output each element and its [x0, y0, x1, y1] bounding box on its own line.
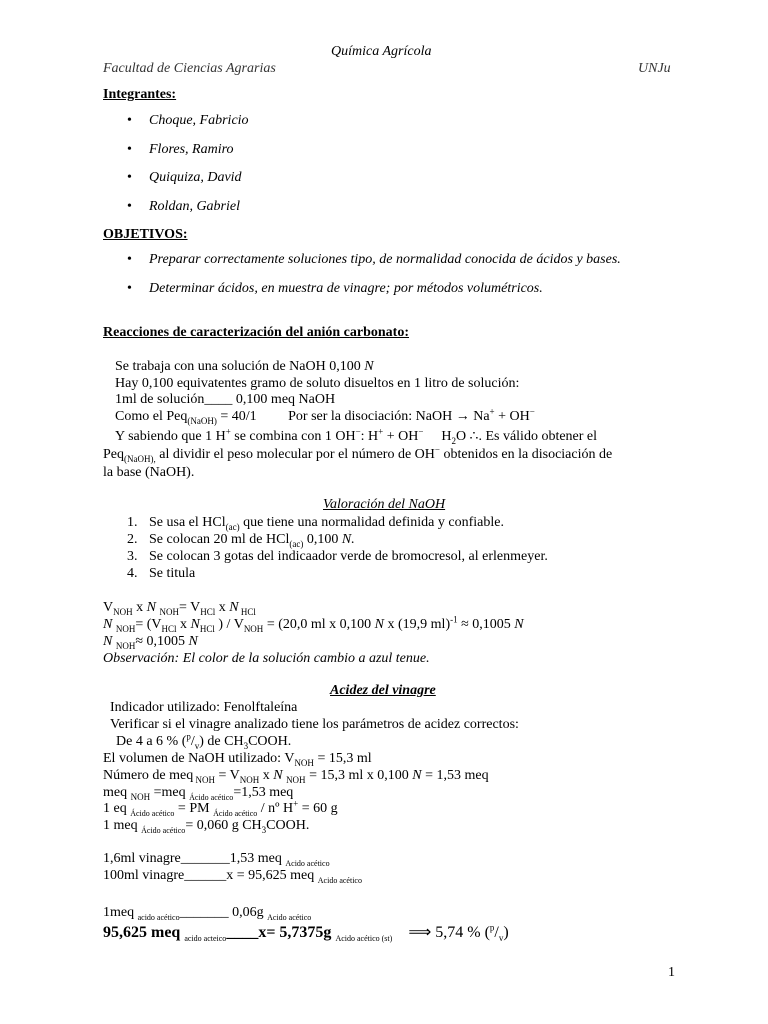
unit-text: N. — [341, 532, 355, 547]
vinegar-line-1 — [103, 852, 330, 866]
subscript: Acido acético — [317, 875, 362, 885]
meq-part: COOH. — [266, 818, 310, 833]
subscript: (NaOH) — [187, 415, 217, 426]
volume-text: El volumen de NaOH utilizado: $V_{NOH} = 15,3$ ml — [103, 751, 372, 768]
reaction-text: al dividir el peso molecular por el número de OH — [155, 447, 435, 462]
bullet-icon: • — [127, 113, 132, 128]
vinegar-line-2 — [103, 869, 362, 883]
faculty-name: Facultad de Ciencias Agrarias — [103, 61, 276, 76]
reaction-text: obtenidos en la disociación de — [439, 447, 613, 462]
reaction-text: Por ser la disociación: NaOH → Na — [288, 409, 490, 424]
valoracion-step — [149, 516, 504, 530]
final-part: ⟹ 5,74 % ( — [408, 924, 490, 941]
reaction-text: Se trabaja con una solución de NaOH 0,100 — [115, 359, 361, 374]
reaction-text: Y sabiendo que 1 H — [115, 429, 226, 444]
subscript: Acido acético — [267, 912, 312, 922]
step-number: 3. — [127, 549, 138, 564]
meq-part: = 0,060 g CH — [185, 818, 262, 833]
members-heading: Integrantes: — [103, 87, 177, 102]
subscript: Acido acético — [285, 858, 330, 868]
member-item: Roldan, Gabriel — [149, 199, 240, 214]
meq-part: Número de meq — [103, 768, 194, 783]
step-number: 1. — [127, 515, 138, 530]
valoracion-heading: Valoración del NaOH — [323, 497, 446, 512]
range-text: De 4 a 6 % $(^p/_v)$ de $CH_3COOH$. — [116, 731, 292, 751]
reaction-line-2: Hay 0,100 equivatentes gramo de soluto disueltos en 1 litro de solución: — [115, 376, 520, 391]
eq-part: / nº H — [260, 801, 294, 816]
member-item: Flores, Ramiro — [149, 142, 234, 157]
step-text: 0,100 — [303, 532, 339, 547]
bullet-icon: • — [127, 170, 132, 185]
subscript: (NaOH), — [124, 453, 156, 464]
superscript: + — [489, 406, 495, 417]
meq-grams-line — [103, 906, 311, 920]
final-part: ____x= 5,7375g — [226, 924, 332, 941]
formula-line-1: $V_{NOH}$ x N $_{NOH}= V_{HCl}$ x N $_{HCl}$ — [103, 600, 256, 617]
volume-part: = 15,3 ml — [313, 751, 372, 766]
superscript: + — [225, 426, 231, 437]
reaction-text: se combina con 1 OH — [230, 429, 356, 444]
reaction-line-3: 1ml de solución____ 0,100 meq NaOH — [115, 392, 336, 407]
reaction-line-5 — [115, 426, 598, 446]
verify-text: Verificar si el vinagre analizado tiene los parámetros de acidez correctos: — [110, 717, 519, 732]
subscript: acido acteico — [184, 934, 227, 944]
unit-text: N — [364, 359, 374, 374]
page-number: 1 — [668, 965, 675, 980]
subscript: Acido acético (st) — [335, 934, 393, 944]
member-item: Quiquiza, David — [149, 170, 242, 185]
bullet-icon: • — [127, 281, 132, 296]
document-title: Química Agrícola — [331, 44, 432, 59]
final-part: 95,625 meq — [103, 924, 181, 941]
final-result-line: 95,625 meq $_{acido acteico}$____x= 5,7375g $_{Acido acético (st)}$ ⟹ 5,74 % $(^p/_v)$ — [103, 922, 509, 944]
step-number: 2. — [127, 532, 138, 547]
meq-part: 1meq — [103, 905, 135, 920]
final-part: ) — [503, 924, 509, 941]
objective-item: Determinar ácidos, en muestra de vinagre; por métodos volumétricos. — [149, 281, 543, 296]
reaction-text: + OH — [494, 409, 530, 424]
bullet-icon: • — [127, 252, 132, 267]
meq-part: = 1,53 meq — [421, 768, 489, 783]
subscript: acido acético — [137, 912, 180, 922]
reaction-text: + OH — [383, 429, 419, 444]
step-number: 4. — [127, 566, 138, 581]
university-name: UNJu — [638, 61, 671, 76]
valoracion-step: Se titula — [149, 566, 196, 581]
superscript: − — [434, 444, 440, 455]
indicator-text: Indicador utilizado: Fenolftaleína — [110, 700, 298, 715]
eq-part: = PM — [177, 801, 210, 816]
valoracion-step: Se colocan 3 gotas del indicaador verde de bromocresol, al erlenmeyer. — [149, 549, 548, 564]
step-text: Se colocan 20 ml de HCl — [149, 532, 290, 547]
formula-line-2: N $_{NOH}= (V_{HCl}$ x $N_{HCl}$ ) / $V_{NOH} = (20,0$ ml x 0,100 N x (19,9 ml)$^{-1}$ ≈ 0,1005 N — [103, 614, 524, 634]
superscript: − — [529, 406, 535, 417]
subscript: (ac) — [289, 538, 304, 549]
eq-part: 1 eq — [103, 801, 127, 816]
step-text: Se usa el HCl — [149, 515, 226, 530]
reaction-line-1 — [115, 360, 374, 374]
reaction-text: = 40/1 — [216, 409, 257, 424]
formula-line-3: N $_{NOH}$≈ 0,1005 N — [103, 634, 198, 651]
reactions-heading: Reacciones de caracterización del anión carbonato: — [103, 325, 409, 340]
reaction-line-7: la base (NaOH). — [103, 465, 195, 480]
meq-part: 1 meq — [103, 818, 138, 833]
vinegar-part: 100ml vinagre______x = 95,625 meq — [103, 868, 315, 883]
reaction-text: Peq — [103, 447, 124, 462]
objective-item: Preparar correctamente soluciones tipo, de normalidad conocida de ácidos y bases. — [149, 252, 621, 267]
subscript: Ácido acético — [141, 825, 186, 835]
reaction-line-4 — [115, 406, 535, 426]
reaction-text: : H — [360, 429, 379, 444]
range-part: ) de CH — [199, 734, 244, 749]
subscript: Ácido acético — [130, 808, 175, 818]
superscript: − — [418, 426, 424, 437]
member-item: Choque, Fabricio — [149, 113, 249, 128]
meq-part: = 15,3 ml x 0,100 — [305, 768, 409, 783]
meq2-text: meq $_{NOH}$ =meq $_{Ácido acético}$=1,53 meq — [103, 785, 294, 802]
subscript: (ac) — [225, 521, 240, 532]
superscript: + — [378, 426, 384, 437]
step-text: que tiene una normalidad definida y confiable. — [239, 515, 504, 530]
subscript: Ácido acético — [189, 792, 234, 802]
meq3-text: 1 meq $_{Ácido acético}$= 0,060 g $CH_3COOH$. — [103, 818, 310, 835]
meq-part: _______ 0,06g — [179, 905, 264, 920]
subscript: Ácido acético — [213, 808, 258, 818]
observation-text: Observación: El color de la solución cambio a azul tenue. — [103, 651, 430, 666]
bullet-icon: • — [127, 199, 132, 214]
reaction-text: Como el Peq — [115, 409, 188, 424]
range-part: COOH. — [248, 734, 292, 749]
range-part: De 4 a 6 % ( — [116, 734, 187, 749]
valoracion-step — [149, 533, 355, 547]
reaction-text: O ∴. Es válido obtener el — [455, 429, 598, 444]
eq-text: 1 eq $_{Ácido acético}$ = PM $_{Ácido acético}$ / nº H+ = 60 g — [103, 798, 338, 818]
reaction-text: ⃞ H — [423, 429, 452, 444]
meq-text: Número de meq $_{NOH} = V_{NOH}$ x N $_{NOH}$ = 15,3 ml x 0,100 N = 1,53 meq — [103, 768, 489, 785]
superscript: − — [355, 426, 361, 437]
reaction-line-6 — [103, 444, 613, 464]
eq-part: = 60 g — [298, 801, 338, 816]
bullet-icon: • — [127, 142, 132, 157]
volume-part: El volumen de NaOH utilizado: V — [103, 751, 295, 766]
objectives-heading: OBJETIVOS: — [103, 227, 188, 242]
acidez-heading: Acidez del vinagre — [330, 683, 436, 698]
vinegar-part: 1,6ml vinagre_______1,53 meq — [103, 851, 282, 866]
meq-part: =1,53 meq — [233, 785, 294, 800]
subscript: 2 — [451, 435, 456, 446]
